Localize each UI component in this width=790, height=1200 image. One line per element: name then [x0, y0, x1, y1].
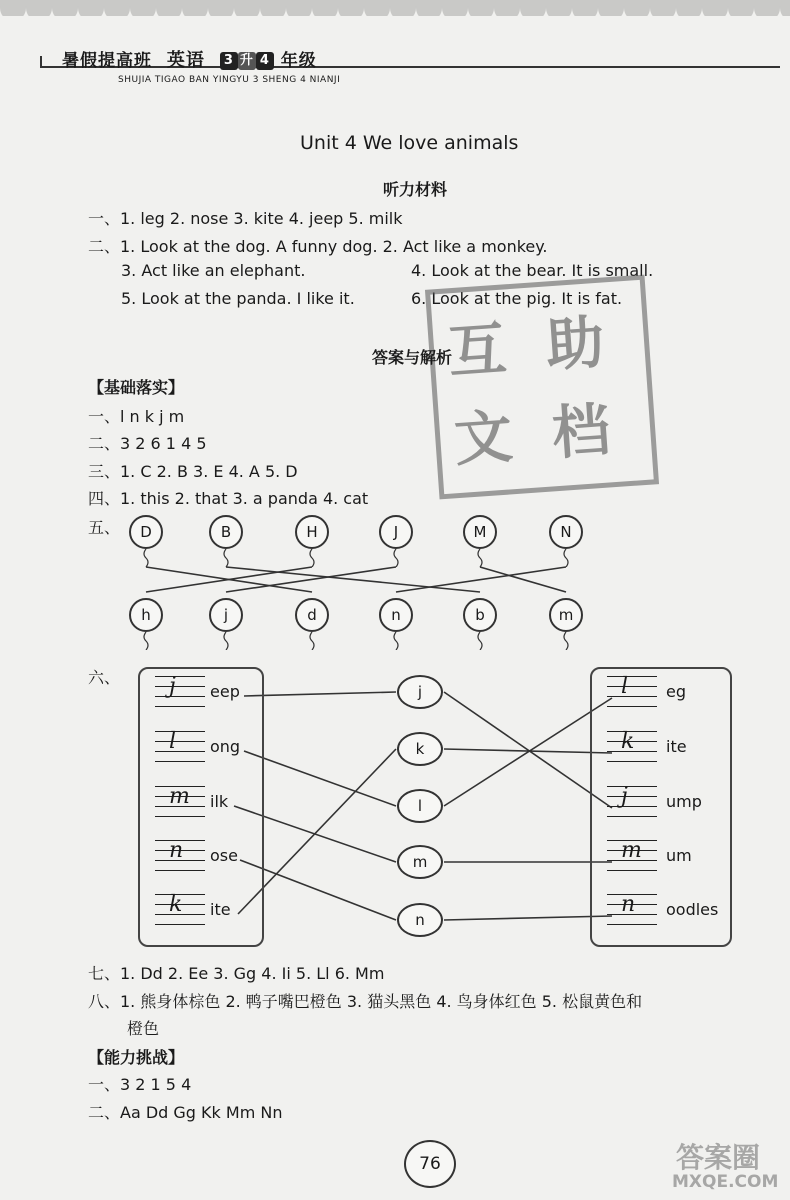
grid-line — [607, 761, 657, 762]
answer-q3: 三、1. C 2. B 3. E 4. A 5. D — [88, 462, 298, 481]
grid-line — [155, 816, 205, 817]
grade-mid-badge: 升 — [239, 53, 254, 68]
grid-line — [607, 796, 657, 797]
listening-line-1: 一、1. leg 2. nose 3. kite 4. jeep 5. milk — [88, 209, 403, 228]
left-word-1-handwritten-letter: j — [169, 674, 176, 699]
balloon-lower-d: d — [295, 598, 329, 632]
balloon-string — [222, 549, 230, 567]
balloon-upper-H: H — [295, 515, 329, 549]
watermark-logo: 答案圈 — [676, 1141, 761, 1174]
answer-q2: 二、3 2 6 1 4 5 — [88, 434, 207, 453]
four-line-grid — [155, 725, 205, 765]
balloon-upper-B: B — [209, 515, 243, 549]
balloon-lower-b: b — [463, 598, 497, 632]
grid-line — [607, 706, 657, 707]
balloon-lower-m: m — [549, 598, 583, 632]
middle-letter-k: k — [397, 732, 443, 766]
balloon-string — [142, 549, 150, 567]
answer-q7: 七、1. Dd 2. Ee 3. Gg 4. Ii 5. Ll 6. Mm — [88, 964, 385, 983]
grid-line — [607, 686, 657, 687]
middle-letter-m: m — [397, 845, 443, 879]
balloon-lower-n: n — [379, 598, 413, 632]
balloon-string — [222, 632, 230, 650]
balloon-string — [308, 632, 316, 650]
grid-line — [607, 696, 657, 697]
answer-q5-label: 五、 — [88, 518, 121, 537]
balloon-match-line — [480, 567, 566, 592]
page-number: 76 — [404, 1140, 456, 1188]
balloon-match-line — [226, 567, 396, 592]
grade-to-badge: 4 — [256, 52, 274, 70]
grid-line — [155, 706, 205, 707]
balloon-string — [562, 632, 570, 650]
series-name: 暑假提高班 — [62, 51, 152, 71]
grid-line — [607, 816, 657, 817]
grid-line — [155, 751, 205, 752]
listening-line-4: 5. Look at the panda. I like it. — [121, 289, 355, 308]
ability-section-label: 【能力挑战】 — [88, 1048, 185, 1067]
balloon-lower-h: h — [129, 598, 163, 632]
right-word-2-handwritten-letter: k — [621, 729, 635, 754]
grid-line — [607, 806, 657, 807]
four-line-grid — [607, 780, 657, 820]
balloon-upper-N: N — [549, 515, 583, 549]
left-word-1-ending: eep — [210, 682, 240, 701]
four-line-grid — [607, 670, 657, 710]
balloon-match-line — [396, 567, 566, 592]
left-word-4-handwritten-letter: n — [169, 838, 184, 863]
right-word-5-ending: oodles — [666, 900, 719, 919]
middle-letter-j: j — [397, 675, 443, 709]
balloon-string — [392, 632, 400, 650]
header-pinyin: SHUJIA TIGAO BAN YINGYU 3 SHENG 4 NIANJI — [118, 75, 341, 85]
listening-line-3b: 4. Look at the bear. It is small. — [411, 261, 654, 280]
balloon-string — [562, 549, 570, 567]
grid-line — [607, 870, 657, 871]
basic-section-label: 【基础落实】 — [88, 378, 185, 397]
grade-suffix: 年级 — [280, 51, 317, 71]
grid-line — [155, 761, 205, 762]
grid-line — [607, 786, 657, 787]
grade-from-badge: 3 — [220, 52, 238, 70]
answer-q8: 八、1. 熊身体棕色 2. 鸭子嘴巴橙色 3. 猫头黑色 4. 鸟身体红色 5. 松鼠黄色和 — [88, 992, 643, 1011]
grid-line — [607, 924, 657, 925]
answer-q6-label: 六、 — [88, 668, 121, 687]
balloon-string — [476, 549, 484, 567]
answer-q1: 一、l n k j m — [88, 407, 185, 426]
listening-line-2: 二、1. Look at the dog. A funny dog. 2. Act like a monkey. — [88, 237, 548, 256]
balloon-string — [308, 549, 316, 567]
right-word-3-ending: ump — [666, 792, 702, 811]
right-word-3-handwritten-letter: j — [621, 784, 628, 809]
middle-letter-l: l — [397, 789, 443, 823]
stamp-char-2: 助 — [543, 307, 607, 380]
stamp-char-3: 文 — [452, 402, 515, 475]
left-word-2-ending: ong — [210, 737, 241, 756]
grid-line — [155, 686, 205, 687]
grid-line — [607, 676, 657, 677]
grid-line — [155, 741, 205, 742]
balloon-match-line — [226, 567, 480, 592]
left-word-3-handwritten-letter: m — [169, 784, 190, 809]
right-word-4-handwritten-letter: m — [621, 838, 642, 863]
listening-heading: 听力材料 — [383, 180, 448, 199]
balloon-upper-J: J — [379, 515, 413, 549]
right-word-1-handwritten-letter: l — [621, 674, 629, 699]
left-word-3-ending: ilk — [210, 792, 229, 811]
left-word-4-ending: ose — [210, 846, 238, 865]
ability-answer-2: 二、Aa Dd Gg Kk Mm Nn — [88, 1103, 283, 1122]
stamp-char-1: 互 — [445, 314, 509, 387]
answer-q4: 四、1. this 2. that 3. a panda 4. cat — [88, 489, 369, 508]
balloon-upper-M: M — [463, 515, 497, 549]
right-word-4-ending: um — [666, 846, 692, 865]
listening-line-3: 3. Act like an elephant. — [121, 261, 306, 280]
grid-line — [155, 676, 205, 677]
right-word-1-ending: eg — [666, 682, 686, 701]
grid-line — [155, 731, 205, 732]
stamp-char-4: 档 — [549, 395, 613, 468]
balloon-string — [142, 632, 150, 650]
answer-q8-continued: 橙色 — [127, 1019, 160, 1038]
balloon-string — [476, 632, 484, 650]
right-word-2-ending: ite — [666, 737, 687, 756]
grid-line — [155, 924, 205, 925]
balloon-upper-D: D — [129, 515, 163, 549]
unit-title: Unit 4 We love animals — [300, 132, 519, 154]
subject-name: 英语 — [166, 50, 205, 71]
left-word-5-ending: ite — [210, 900, 231, 919]
listening-line-4b: 6. Look at the pig. It is fat. — [411, 289, 623, 308]
left-word-5-handwritten-letter: k — [169, 892, 183, 917]
grid-line — [155, 696, 205, 697]
answers-heading: 答案与解析 — [372, 348, 453, 367]
grid-line — [155, 870, 205, 871]
middle-letter-n: n — [397, 903, 443, 937]
balloon-string — [392, 549, 400, 567]
four-line-grid — [155, 670, 205, 710]
right-word-5-handwritten-letter: n — [621, 892, 636, 917]
left-word-2-handwritten-letter: l — [169, 729, 177, 754]
balloon-lower-j: j — [209, 598, 243, 632]
watermark-url: MXQE.COM — [672, 1172, 779, 1192]
ability-answer-1: 一、3 2 1 5 4 — [88, 1075, 192, 1094]
